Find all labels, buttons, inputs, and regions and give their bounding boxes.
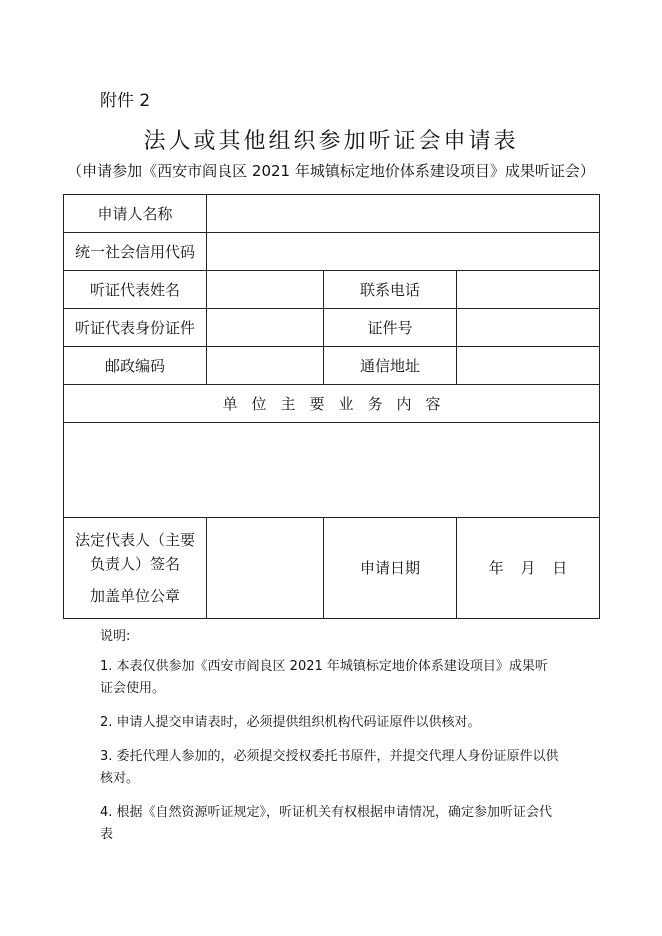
notes-heading: 说明: [100,629,131,644]
phone-label: 联系电话 [324,271,457,309]
date-format-text: 年 月 日 [488,559,568,577]
row-signature [64,518,600,619]
credit-code-field[interactable] [207,233,600,271]
attachment-label: 附件 2 [100,91,151,111]
address-label: 通信地址 [324,347,457,385]
postal-code-field[interactable] [207,347,324,385]
form-title: 法人或其他组织参加听证会申请表 [143,129,519,154]
signature-field[interactable] [207,518,324,619]
id-number-label: 证件号 [324,309,457,347]
row-business-header [64,385,600,423]
rep-name-label: 听证代表姓名 [64,271,207,309]
seal-label: 加盖单位公章 [89,587,180,605]
row-postal-address [64,347,600,385]
applicant-name-field[interactable] [207,195,600,233]
note-item-4: 4. 根据《自然资源听证规定》，听证机关有权根据申请情况，确定参加听证会代表 [100,805,553,842]
business-content-field[interactable] [64,423,600,518]
address-field[interactable] [457,347,600,385]
row-rep-id [64,309,600,347]
notes-section [100,626,560,858]
row-business-content [64,423,600,518]
note-item-2: 2. 申请人提交申请表时，必须提供组织机构代码证原件以供核对。 [100,715,481,730]
postal-code-label: 邮政编码 [64,347,207,385]
legal-rep-label-line2: 负责人）签名 [89,555,180,573]
legal-rep-label-cell [64,518,207,619]
form-subtitle: （申请参加《西安市阎良区 2021 年城镇标定地价体系建设项目》成果听证会） [67,162,595,180]
row-rep-name-phone [64,271,600,309]
applicant-name-label: 申请人名称 [64,195,207,233]
apply-date-field[interactable] [457,518,600,619]
note-item-1: 1. 本表仅供参加《西安市阎良区 2021 年城镇标定地价体系建设项目》成果听证会使用。 [100,659,548,696]
rep-name-field[interactable] [207,271,324,309]
row-credit-code [64,233,600,271]
application-form-table [63,194,600,619]
credit-code-label: 统一社会信用代码 [64,233,207,271]
phone-field[interactable] [457,271,600,309]
note-item-3: 3. 委托代理人参加的，必须提交授权委托书原件，并提交代理人身份证原件以供核对。 [100,749,559,786]
business-section-label: 单位主要业务内容 [64,385,600,423]
apply-date-label: 申请日期 [324,518,457,619]
rep-id-type-label: 听证代表身份证件 [64,309,207,347]
id-number-field[interactable] [457,309,600,347]
legal-rep-label-line1: 法定代表人（主要 [74,531,195,549]
rep-id-type-field[interactable] [207,309,324,347]
row-applicant-name [64,195,600,233]
